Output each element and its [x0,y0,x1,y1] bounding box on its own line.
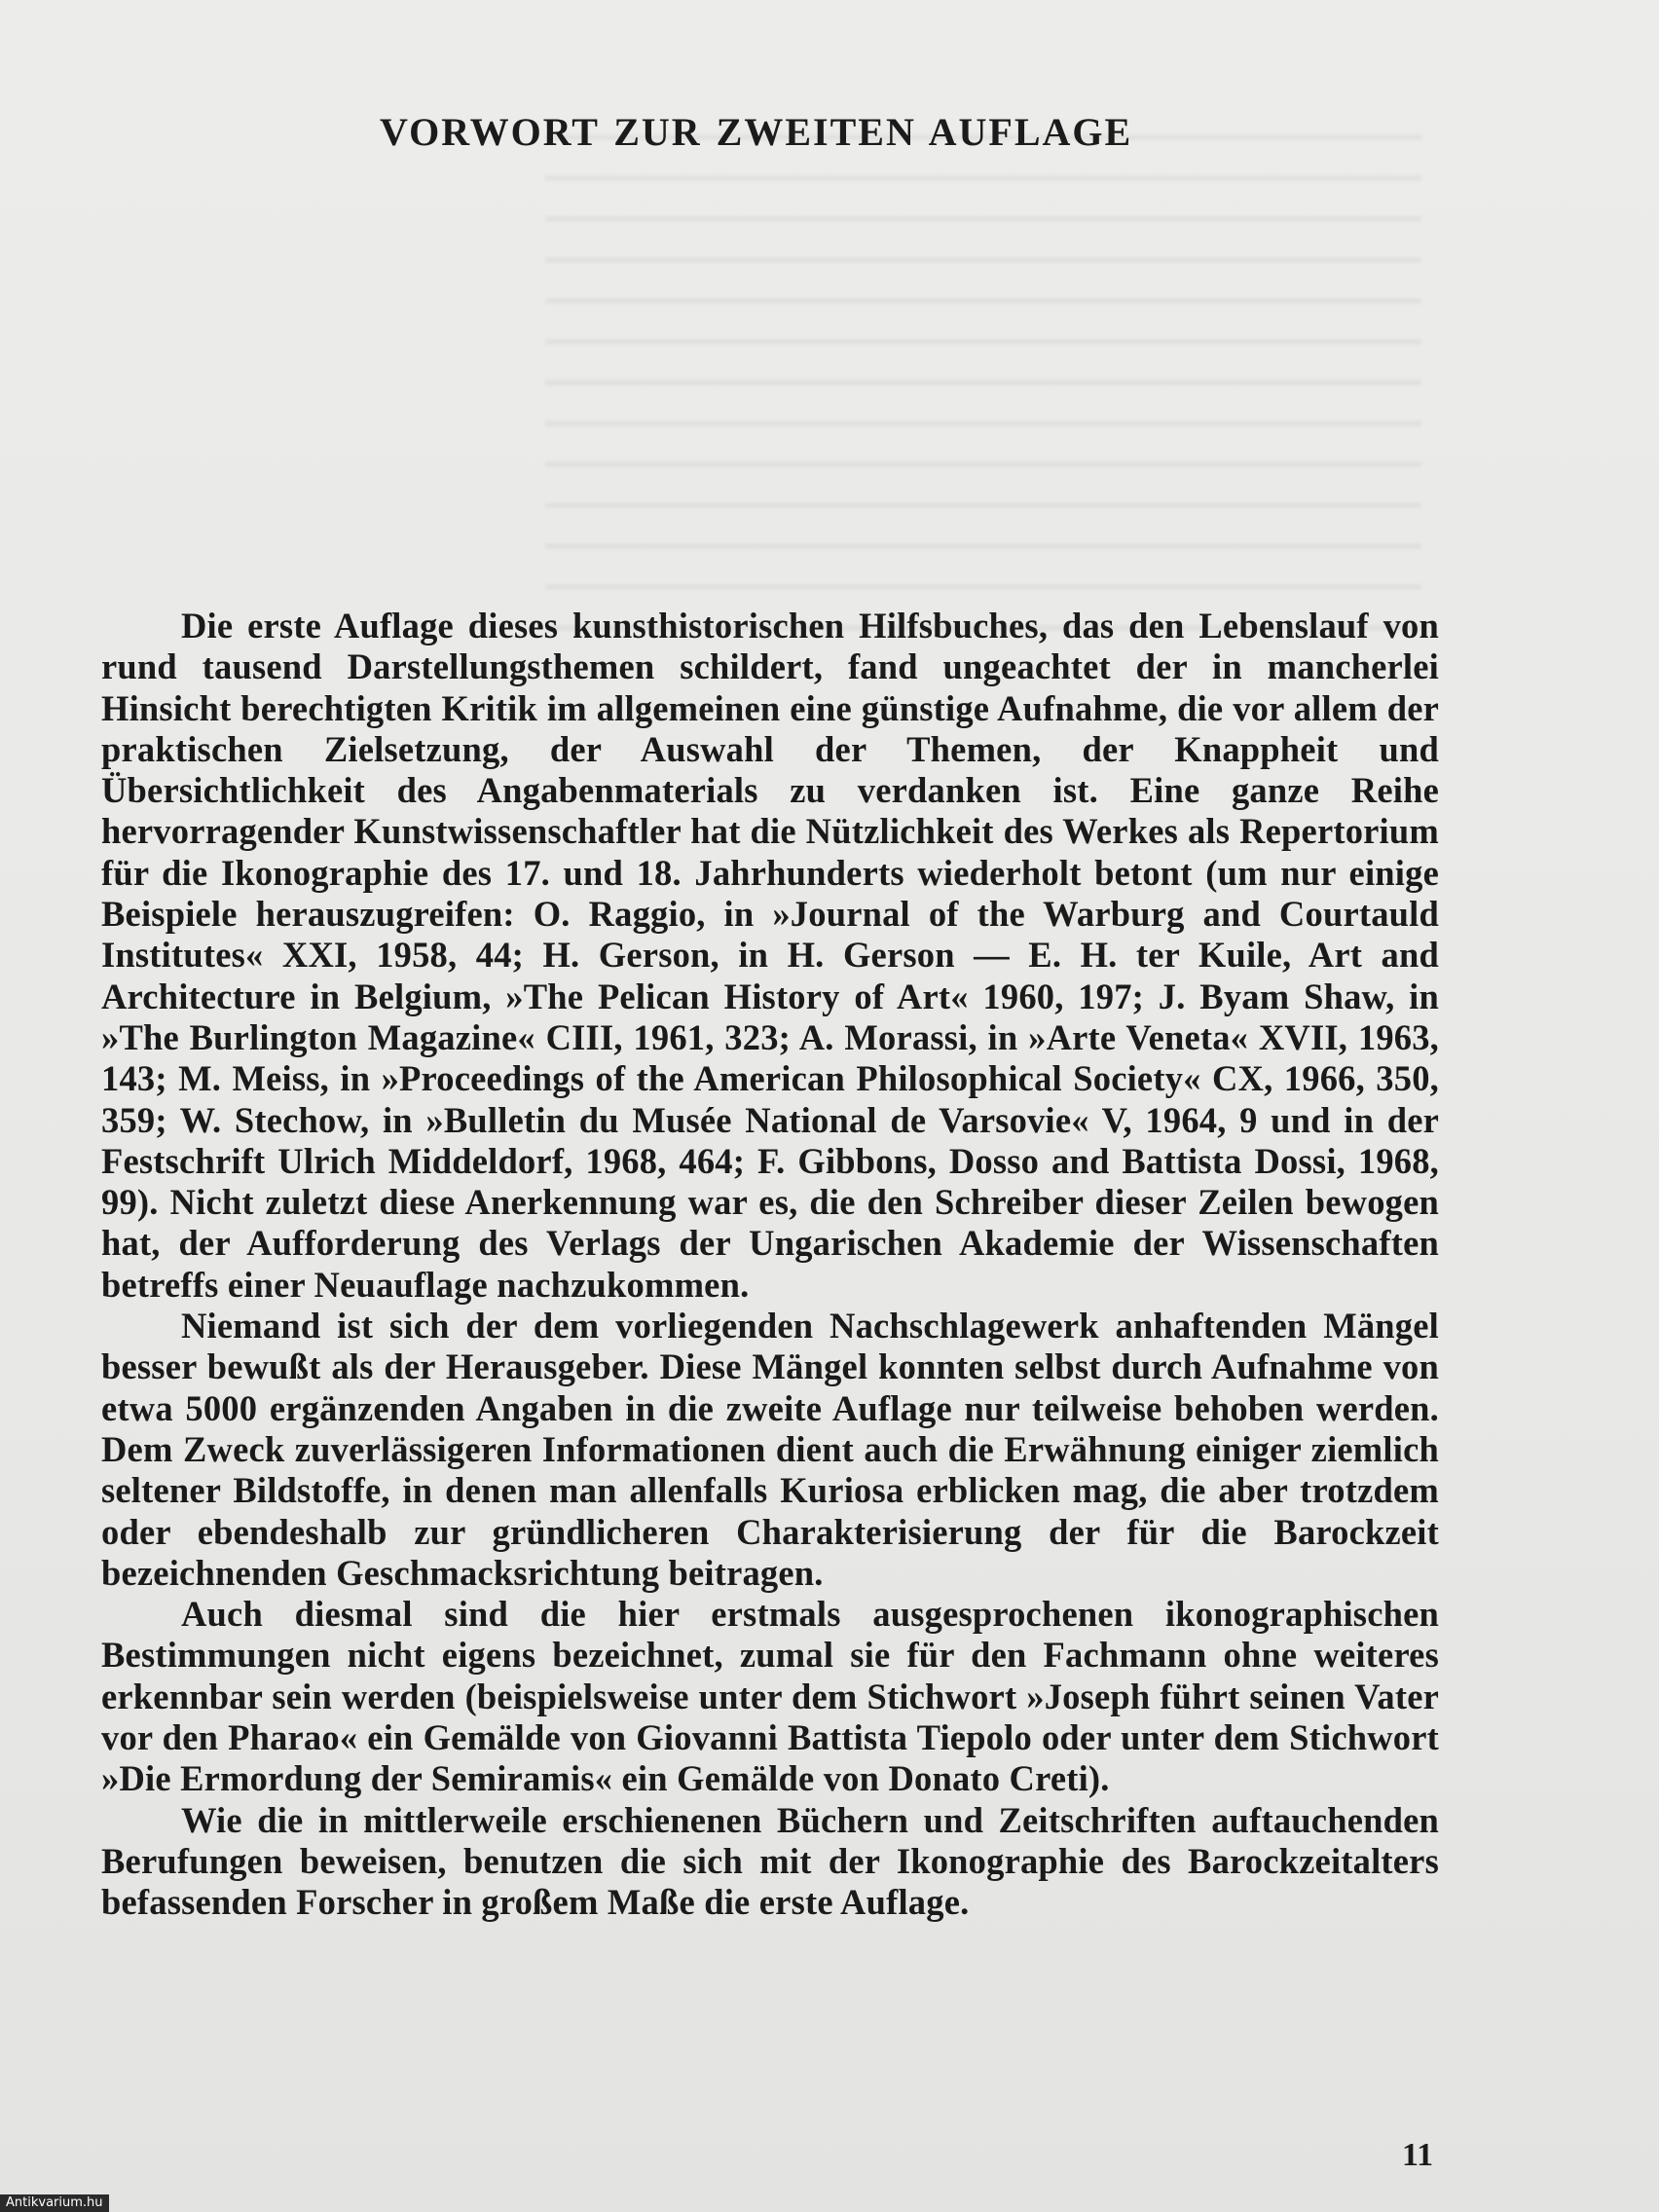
paragraph-1: Die erste Auflage dieses kunsthistorischen Hilfsbuches, das den Lebenslauf von rund tausend Darstellungsthemen schildert, fand ungeachtet der in mancherlei Hinsicht berechtigten Kritik im allgemeinen eine günstige Aufnahme, die vor allem der praktischen Zielsetzung, der Auswahl der Themen, der Knappheit und Übersichtlichkeit des Angabenmaterials zu verdanken ist. Eine ganze Reihe hervorragender Kunstwissenschaftler hat die Nützlichkeit des Werkes als Repertorium für die Ikonographie des 17. und 18. Jahrhunderts wiederholt betont (um nur einige Beispiele herauszugreifen: O. Raggio, in »Journal of the Warburg and Courtauld Institutes« XXI, 1958, 44; H. Gerson, in H. Gerson — E. H. ter Kuile, Art and Architecture in Belgium, »The Pelican History of Art« 1960, 197; J. Byam Shaw, in »The Burlington Magazine« CIII, 1961, 323; A. Morassi, in »Arte Veneta« XVII, 1963, 143; M. Meiss, in »Proceedings of the American Philosophical Society« CX, 1966, 350, 359; W. Stechow, in »Bulletin du Musée National de Varsovie« V, 1964, 9 und in der Festschrift Ulrich Middeldorf, 1968, 464; F. Gibbons, Dosso and Battista Dossi, 1968, 99). Nicht zuletzt diese Anerkennung war es, die den Schreiber dieser Zeilen bewogen hat, der Aufforderung des Verlags der Ungarischen Akademie der Wissenschaften betreffs einer Neuauflage nachzukommen. [101,606,1439,1305]
paragraph-2: Niemand ist sich der dem vorliegenden Nachschlagewerk anhaftenden Mängel besser bewußt als der Herausgeber. Diese Mängel konnten selbst durch Aufnahme von etwa 5000 ergänzenden Angaben in die zweite Auflage nur teilweise behoben werden. Dem Zweck zuverlässigeren Informationen dient auch die Erwähnung einiger ziemlich seltener Bildstoffe, in denen man allenfalls Kuriosa erblicken mag, die aber trotzdem oder ebendeshalb zur gründlicheren Charakterisierung der für die Barockzeit bezeichnenden Geschmacksrichtung beitragen. [101,1306,1439,1593]
page-number: 11 [1402,2137,1434,2173]
body-text [101,606,1439,1924]
paragraph-3: Auch diesmal sind die hier erstmals ausgesprochenen ikonographischen Bestimmungen nicht eigens bezeichnet, zumal sie für den Fachmann ohne weiteres erkennbar sein werden (beispielsweise unter dem Stichwort »Joseph führt seinen Vater vor den Pharao« ein Gemälde von Giovanni Battista Tiepolo oder unter dem Stichwort »Die Ermordung der Semiramis« ein Gemälde von Donato Creti). [101,1594,1439,1799]
show-through-shadow [545,107,1421,633]
watermark-label: Antikvarium.hu [0,2194,109,2212]
paragraph-4: Wie die in mittlerweile erschienenen Büchern und Zeitschriften auftauchenden Berufungen beweisen, benutzen die sich mit der Ikonographie des Barockzeitalters befassenden Forscher in großem Maße die erste Auflage. [101,1799,1439,1923]
page-title: VORWORT ZUR ZWEITEN AUFLAGE [380,110,1133,154]
